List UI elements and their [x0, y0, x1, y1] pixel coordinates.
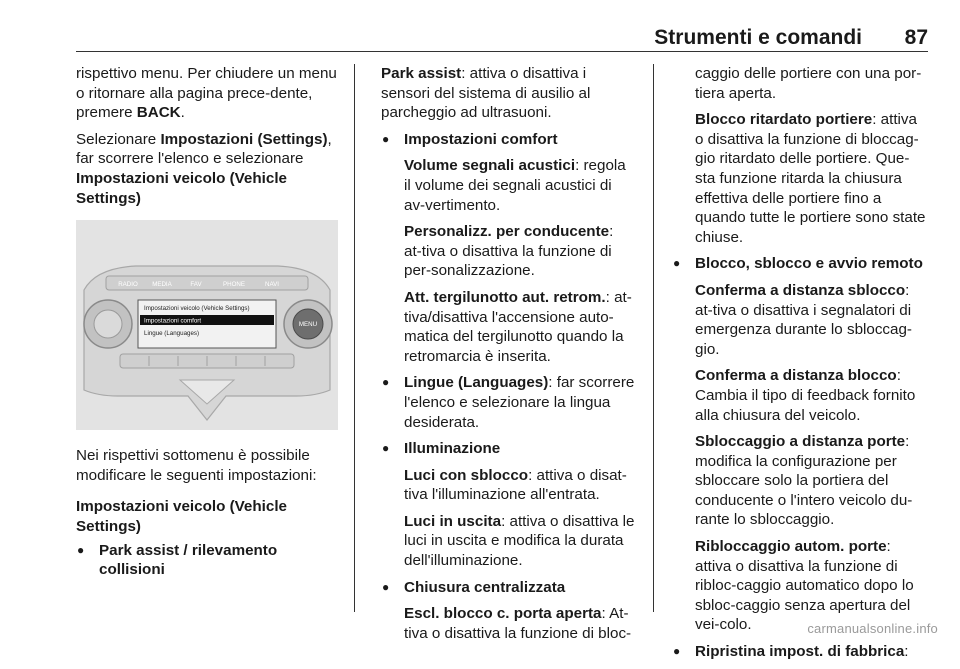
phone-button-label: PHONE	[222, 281, 246, 289]
column-3	[672, 64, 928, 669]
unlock-lights-item: Luci con sblocco: attiva o disat-tiva l'illuminazione all'entrata.	[404, 466, 627, 504]
page-title: Strumenti e comandi	[654, 26, 862, 49]
rear-wiper-item: Att. tergilunotto aut. retrom.: at-tiva/disattiva l'accensione auto-matica del tergilunotto quando la retromarcia è inserita.	[404, 288, 632, 365]
bullet-comfort-settings: ● Impostazioni comfort	[381, 130, 635, 150]
page-number: 87	[904, 26, 928, 49]
park-assist-item: Park assist: attiva o disattiva i sensori del sistema di ausilio al parcheggio ad ultrasuoni.	[381, 65, 591, 122]
menu-item-comfort-settings: Impostazioni comfort	[144, 317, 202, 325]
menu-knob-label: MENU	[298, 321, 318, 329]
navi-button-label: NAVI	[265, 281, 279, 289]
remote-unlock-confirm-item: Conferma a distanza sblocco: at-tiva o disattiva i segnalatori di emergenza durante lo sbloccag-gio.	[695, 281, 912, 358]
left-knob-center	[94, 310, 122, 338]
bullet-factory-reset: ● Ripristina impost. di fabbrica:	[672, 642, 928, 662]
intro-paragraph: rispettivo menu. Per chiudere un menu o ritornare alla pagina prece-dente, premere BACK.	[76, 65, 337, 122]
menu-item-languages: Lingue (Languages)	[144, 330, 200, 338]
bullet-lighting: ● Illuminazione	[381, 439, 635, 459]
fav-button-label: FAV	[190, 281, 202, 289]
column-divider-1	[354, 64, 355, 612]
delayed-lock-item: Blocco ritardato portiere: attiva o disattiva la funzione di bloccag-gio ritardato delle portiere. Que-sta funzione ritarda la chiusura effettiva delle portiere fino a quando tutte le portiere sono state chiuse.	[695, 111, 926, 246]
auto-relock-item: Ribloccaggio autom. porte: attiva o disattiva la funzione di ribloc-caggio automatico dopo lo sbloc-caggio senza apertura del vei-colo.	[695, 538, 914, 634]
remote-lock-confirm-item: Conferma a distanza blocco: Cambia il tipo di feedback fornito alla chiusura del veicolo.	[695, 367, 916, 424]
door-open-lock-item: Escl. blocco c. porta aperta: At-tiva o disattiva la funzione di bloc-	[404, 605, 632, 642]
media-button-label: MEDIA	[152, 281, 172, 289]
bullet-languages: ● Lingue (Languages): far scorrere l'elenco e selezionare la lingua desiderata.	[381, 373, 635, 432]
remote-door-unlock-item: Sbloccaggio a distanza porte: modifica la configurazione per sbloccare solo la portiera del conducente o l'intero veicolo du-rante lo sbloccaggio.	[695, 433, 913, 529]
radio-button-label: RADIO	[118, 281, 138, 289]
exit-lights-item: Luci in uscita: attiva o disattiva le luci in uscita e modifica la durata dell'illuminazione.	[404, 512, 635, 570]
personalization-item: Personalizz. per conducente: at-tiva o disattiva la funzione di per-sonalizzazione.	[404, 223, 614, 280]
section-vehicle-settings: Impostazioni veicolo (Vehicle Settings)	[76, 498, 287, 535]
bullet-park-assist: ● Park assist / rilevamento collisioni	[76, 541, 338, 580]
infotainment-panel-figure	[76, 220, 338, 430]
watermark: carmanualsonline.info	[807, 621, 938, 636]
volume-item: Volume segnali acustici: regola il volume dei segnali acustici di av-vertimento.	[404, 157, 626, 214]
back-keyword: BACK	[136, 104, 181, 122]
submenu-paragraph: Nei rispettivi sottomenu è possibile modificare le seguenti impostazioni:	[76, 447, 317, 484]
column-2	[381, 64, 635, 650]
column-divider-2	[653, 64, 654, 612]
column-1	[76, 64, 338, 587]
bullet-remote-lock: ● Blocco, sblocco e avvio remoto	[672, 254, 928, 274]
door-open-lock-continued: caggio delle portiere con una por-tiera aperta.	[695, 65, 922, 102]
infotainment-panel-illustration	[76, 220, 338, 430]
select-paragraph: Selezionare Impostazioni (Settings), far scorrere l'elenco e selezionare Impostazioni veicolo (Vehicle Settings)	[76, 130, 332, 207]
header-rule	[76, 51, 928, 52]
page-header	[0, 0, 960, 52]
bullet-central-locking: ● Chiusura centralizzata	[381, 578, 635, 598]
menu-item-vehicle-settings: Impostazioni veicolo (Vehicle Settings)	[144, 305, 250, 313]
